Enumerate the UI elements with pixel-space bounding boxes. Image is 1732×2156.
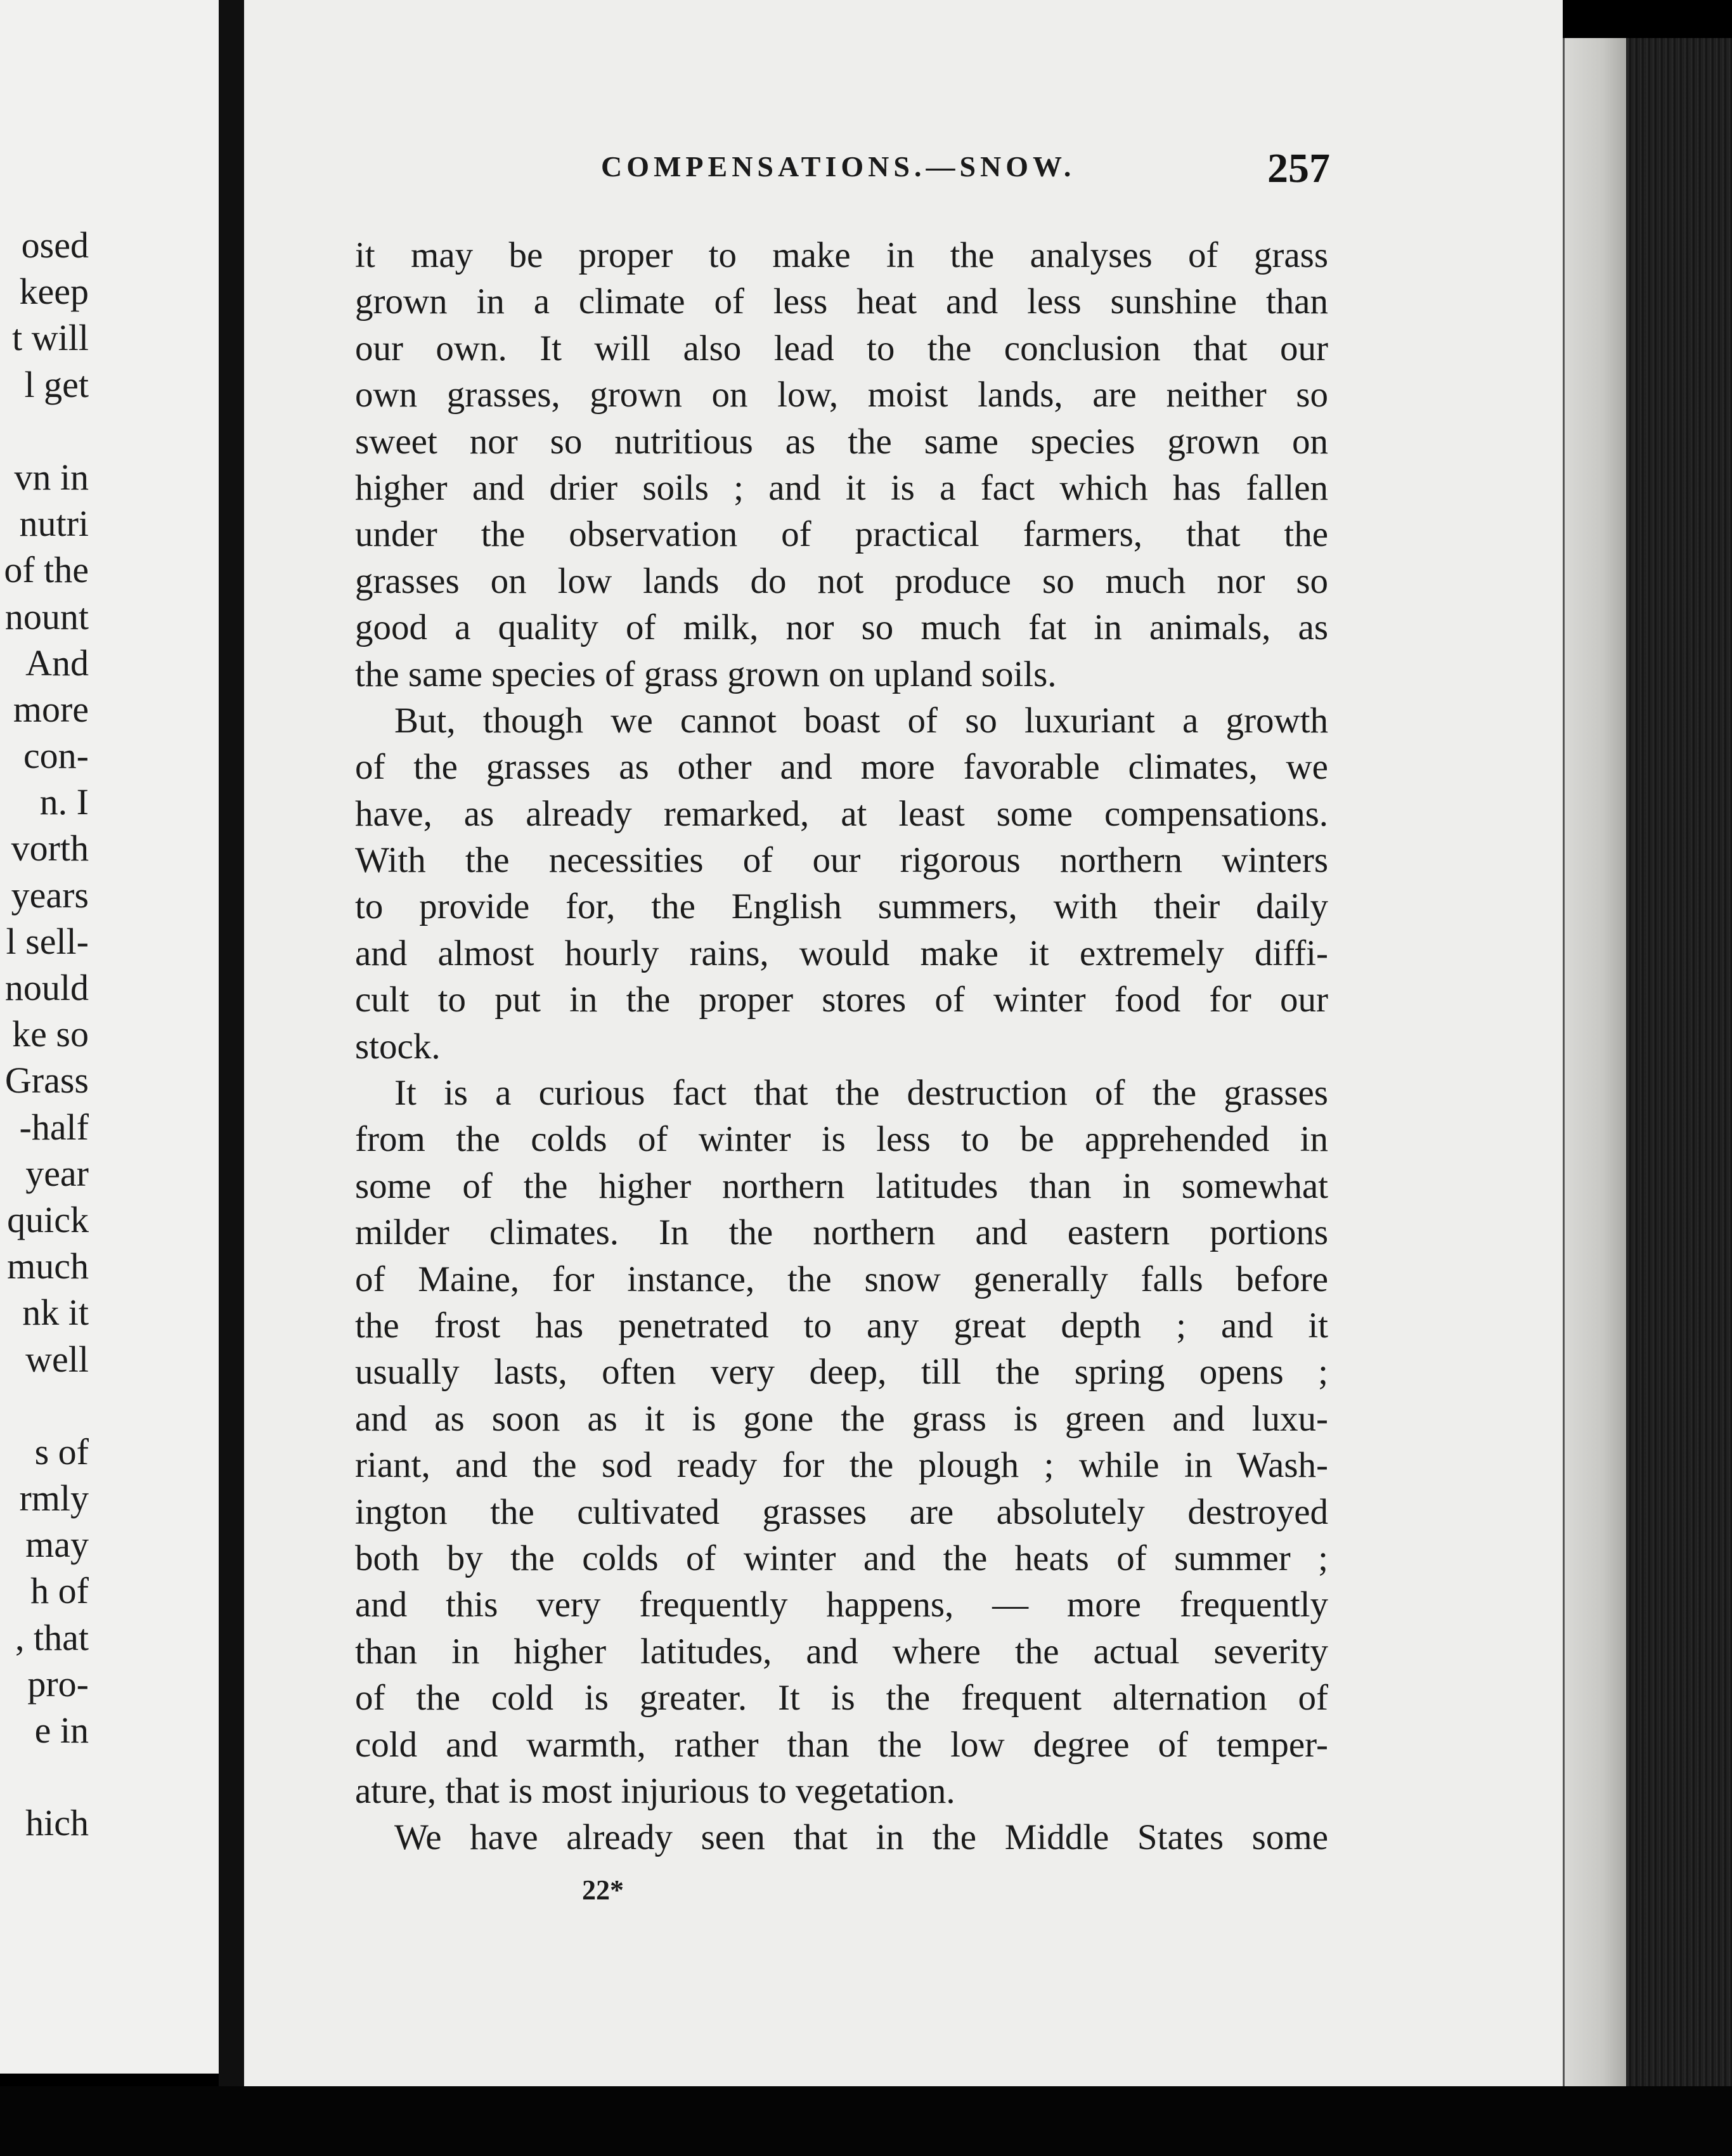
text-line: cult to put in the proper stores of winter food for our: [355, 980, 1328, 1020]
text-line: ington the cultivated grasses are absolutely destroyed: [355, 1491, 1328, 1532]
left-fragment: l sell-: [6, 920, 89, 962]
left-fragment: years: [11, 874, 89, 916]
text-line: higher and drier soils ; and it is a fact which has fallen: [355, 467, 1328, 508]
left-fragment: may: [25, 1524, 89, 1566]
text-line: stock.: [355, 1026, 441, 1067]
left-fragment: more: [13, 688, 89, 730]
left-fragment: h of: [30, 1570, 89, 1612]
body-text: [355, 232, 1328, 1861]
left-page: [0, 0, 221, 2074]
text-line: grasses on low lands do not produce so much nor so: [355, 561, 1328, 601]
text-line: ature, that is most injurious to vegetation.: [355, 1770, 955, 1811]
left-fragment: pro-: [27, 1663, 89, 1705]
left-fragment: -half: [19, 1106, 89, 1148]
text-line: own grasses, grown on low, moist lands, are neither so: [355, 375, 1328, 415]
left-fragment: hich: [25, 1802, 89, 1844]
page-number: 257: [1267, 145, 1330, 192]
text-line: grown in a climate of less heat and less sunshine than: [355, 282, 1328, 322]
left-fragment: well: [25, 1338, 89, 1380]
left-fragment: Grass: [4, 1060, 89, 1101]
text-line: usually lasts, often very deep, till the spring opens ;: [355, 1352, 1328, 1393]
left-fragment: e in: [34, 1710, 89, 1751]
left-fragment: n. I: [39, 781, 89, 823]
left-fragment: quick: [7, 1198, 89, 1240]
left-fragment: l get: [24, 363, 89, 405]
left-fragment: And: [25, 642, 89, 684]
text-line: of Maine, for instance, the snow generally falls before: [355, 1259, 1328, 1299]
left-fragment: keep: [19, 271, 89, 313]
text-line: from the colds of winter is less to be apprehended in: [355, 1119, 1328, 1160]
left-fragment: , that: [15, 1616, 89, 1658]
left-fragment: [0, 408, 89, 454]
page-header: [601, 145, 1330, 194]
book-cover-edge: [1626, 38, 1732, 2156]
text-line: it may be proper to make in the analyses of grass: [355, 235, 1328, 275]
left-fragment: year: [25, 1152, 89, 1194]
signature-mark: 22*: [582, 1874, 624, 1906]
text-line: under the observation of practical farmers, that the: [355, 514, 1328, 555]
left-fragment: s of: [34, 1431, 89, 1472]
left-fragment: t will: [12, 317, 89, 359]
left-fragment: nould: [4, 967, 89, 1008]
left-fragment: ke so: [12, 1013, 89, 1055]
text-line: and this very frequently happens, — more frequently: [355, 1585, 1328, 1625]
text-line: the frost has penetrated to any great depth ; and it: [355, 1305, 1328, 1346]
text-line: riant, and the sod ready for the plough ; while in Wash-: [355, 1445, 1328, 1486]
text-line: of the cold is greater. It is the frequent alternation of: [355, 1678, 1328, 1718]
text-line: But, though we cannot boast of so luxuriant a growth: [394, 700, 1328, 741]
running-head: COMPENSATIONS.—SNOW.: [601, 150, 1076, 183]
text-line: the same species of grass grown on upland soils.: [355, 654, 1057, 694]
book-gutter: [219, 0, 244, 2093]
text-line: and as soon as it is gone the grass is green and luxu-: [355, 1398, 1328, 1439]
text-line: to provide for, the English summers, with their daily: [355, 886, 1328, 927]
text-line: some of the higher northern latitudes than in somewhat: [355, 1166, 1328, 1206]
left-fragment: much: [7, 1245, 89, 1287]
left-fragment: [0, 1753, 89, 1800]
left-fragment: con-: [23, 735, 89, 777]
text-line: It is a curious fact that the destruction of the grasses: [394, 1073, 1328, 1114]
left-fragment: nount: [4, 595, 89, 637]
text-line: and almost hourly rains, would make it extremely diffi-: [355, 933, 1328, 973]
left-page-text-fragments: [0, 222, 89, 1847]
text-line: With the necessities of our rigorous northern winters: [355, 840, 1328, 881]
text-line: of the grasses as other and more favorable climates, we: [355, 747, 1328, 788]
left-fragment: rmly: [19, 1477, 89, 1519]
page-edge: [1563, 38, 1628, 2105]
left-fragment: vorth: [11, 828, 89, 869]
left-fragment: [0, 1382, 89, 1429]
text-line: our own. It will also lead to the conclusion that our: [355, 328, 1328, 368]
left-fragment: of the: [4, 549, 89, 591]
text-line: milder climates. In the northern and eastern portions: [355, 1212, 1328, 1253]
text-line: We have already seen that in the Middle States some: [394, 1817, 1328, 1858]
left-fragment: osed: [21, 224, 89, 266]
text-line: sweet nor so nutritious as the same species grown on: [355, 421, 1328, 462]
text-line: good a quality of milk, nor so much fat in animals, as: [355, 607, 1328, 648]
text-line: cold and warmth, rather than the low degree of temper-: [355, 1724, 1328, 1765]
text-line: than in higher latitudes, and where the actual severity: [355, 1631, 1328, 1672]
left-fragment: nk it: [22, 1292, 89, 1334]
left-fragment: nutri: [19, 503, 89, 545]
text-line: both by the colds of winter and the heats of summer ;: [355, 1538, 1328, 1578]
scan-border: [0, 2086, 1732, 2156]
text-line: have, as already remarked, at least some compensations.: [355, 793, 1328, 834]
left-fragment: vn in: [14, 456, 89, 498]
